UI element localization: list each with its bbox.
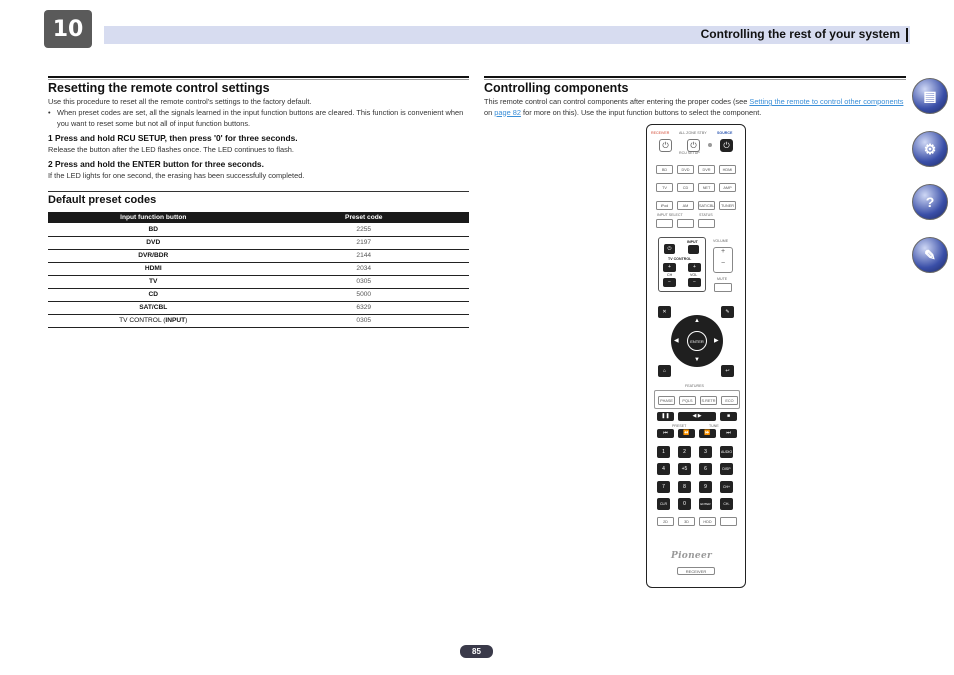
volume-rocker xyxy=(713,247,733,273)
right-text-1: This remote control can control components after entering the proper codes (see xyxy=(484,97,750,106)
ch-down-button: − xyxy=(663,278,676,287)
volume-plus: + xyxy=(721,248,726,255)
help-icon[interactable] xyxy=(912,184,948,220)
num-button: DISP xyxy=(720,463,733,475)
code-cell: 0305 xyxy=(259,314,470,327)
input-left-button xyxy=(656,219,673,228)
tv-input-label: INPUT xyxy=(687,240,698,244)
ch-up-button: + xyxy=(663,263,676,272)
bullet-text: When preset codes are set, all the signals learned in the input function buttons are cleared. This function is convenient when you want to reset some but not all of input function buttons. xyxy=(57,108,464,128)
play-button: ◀ ▶ xyxy=(678,412,716,421)
hdd-button: HDD xyxy=(699,517,716,526)
rcu-setup-label: RCU SETUP xyxy=(679,151,700,155)
num-button: CLR xyxy=(657,498,670,510)
button-cell: HDMI xyxy=(48,262,259,275)
source-label: SOURCE xyxy=(717,131,733,135)
volume-label: VOLUME xyxy=(713,239,729,243)
code-cell: 5000 xyxy=(259,288,470,301)
tools-icon[interactable] xyxy=(912,237,948,273)
num-button: ENTER xyxy=(699,498,712,510)
num-button: 3 xyxy=(699,446,712,458)
satcbl-button: SAT/CBL xyxy=(698,201,715,210)
right-text-3: for more on this). Use the input function buttons to select the component. xyxy=(521,107,762,117)
next-button: ⏭ xyxy=(720,429,737,438)
page-82-link[interactable]: page 82 xyxy=(494,107,521,117)
features-label: FEATURES xyxy=(685,384,704,388)
input-select-label: INPUT SELECT xyxy=(657,213,683,217)
tv-input-button xyxy=(688,245,699,254)
stop-button: ■ xyxy=(720,412,737,421)
num-button: 9 xyxy=(699,481,712,493)
step1-title: 1 Press and hold RCU SETUP, then press '0' for three seconds. xyxy=(48,133,298,143)
book-glyph: ▤ xyxy=(923,88,937,104)
button-cell xyxy=(48,314,259,327)
code-cell: 6329 xyxy=(259,301,470,314)
audio-parameter-button: ✕ xyxy=(658,306,671,318)
ff-button: ⏩ xyxy=(699,429,716,438)
arrow-up-icon: ▲ xyxy=(694,318,700,324)
code-cell: 2144 xyxy=(259,249,470,262)
num-button: 0 xyxy=(678,498,691,510)
phase-button: PHASE xyxy=(658,396,675,405)
num-button: AUDIO xyxy=(720,446,733,458)
defaults-rule xyxy=(48,191,469,192)
num-button: 4 xyxy=(657,463,670,475)
features-box xyxy=(654,390,740,409)
step2-title: 2 Press and hold the ENTER button for three seconds. xyxy=(48,159,264,169)
receiver-power-button xyxy=(659,139,672,152)
help-glyph: ? xyxy=(925,194,935,210)
button-cell: SAT/CBL xyxy=(48,301,259,314)
remote-illustration xyxy=(646,124,746,588)
cursor-pad xyxy=(671,315,723,367)
brand-logo: Pioneer xyxy=(671,551,713,561)
receiver-label: RECEIVER xyxy=(651,131,670,135)
header-tick xyxy=(906,28,908,42)
left-intro: Use this procedure to reset all the remote control's settings to the factory default. xyxy=(48,97,312,106)
prev-button: ⏮ xyxy=(657,429,674,438)
section-title: Controlling the rest of your system xyxy=(700,27,900,41)
status-button xyxy=(698,219,715,228)
num-button: 7 xyxy=(657,481,670,493)
3d-button: 3D xyxy=(678,517,695,526)
table-row xyxy=(48,249,469,262)
return-button: ↩ xyxy=(721,365,734,377)
settings-icon[interactable] xyxy=(912,131,948,167)
code-cell: 2197 xyxy=(259,236,470,249)
code-cell: 0305 xyxy=(259,275,470,288)
button-cell: CD xyxy=(48,288,259,301)
mute-label: MUTE xyxy=(717,277,728,281)
table-row xyxy=(48,275,469,288)
header-bar xyxy=(104,26,910,44)
cd-button: CD xyxy=(677,183,694,192)
table-row xyxy=(48,314,469,327)
enter-button: ENTER xyxy=(687,331,707,351)
code-cell: 2255 xyxy=(259,223,470,236)
tune-label: TUNE xyxy=(709,424,719,428)
tv-control-suffix: ) xyxy=(185,317,188,324)
video-parameter-button: ✎ xyxy=(721,306,734,318)
table-header-row xyxy=(48,212,469,223)
table-row xyxy=(48,223,469,236)
table-row xyxy=(48,262,469,275)
button-cell: DVR/BDR xyxy=(48,249,259,262)
table-row xyxy=(48,301,469,314)
bullet-mark: • xyxy=(48,108,51,117)
led-indicator xyxy=(708,143,712,147)
page-number: 85 xyxy=(460,645,493,658)
tv-control-input: INPUT xyxy=(165,317,186,324)
right-intro xyxy=(484,97,904,118)
vol-label: VOL xyxy=(690,273,698,277)
tuner-button: TUNER xyxy=(719,201,736,210)
receiver-button: RECEIVER xyxy=(677,567,715,575)
right-title: Controlling components xyxy=(484,81,629,95)
chapter-number: 10 xyxy=(44,10,92,48)
defaults-title: Default preset codes xyxy=(48,194,157,206)
left-rule xyxy=(48,76,469,78)
tv-control-prefix: TV CONTROL ( xyxy=(119,317,166,324)
num-button: CH+ xyxy=(720,481,733,493)
vol-up-button: + xyxy=(688,263,701,272)
right-text-2: on xyxy=(484,107,495,117)
table-header-cell: Preset code xyxy=(259,212,470,223)
left-bullet xyxy=(48,108,469,129)
step2-text: If the LED lights for one second, the erasing has been successfully completed. xyxy=(48,171,305,180)
table-row xyxy=(48,236,469,249)
tv-button: TV xyxy=(656,183,673,192)
left-title: Resetting the remote control settings xyxy=(48,81,270,95)
arrow-left-icon: ◀ xyxy=(674,338,679,344)
step1-text: Release the button after the LED flashes once. The LED continues to flash. xyxy=(48,145,294,154)
vol-down-button: − xyxy=(688,278,701,287)
all-zone-label: ALL ZONE STBY xyxy=(679,131,707,135)
volume-minus: − xyxy=(721,260,726,267)
sretr-button: S.RETR xyxy=(700,396,717,405)
num-button: +5 xyxy=(678,463,691,475)
bd-button: BD xyxy=(656,165,673,174)
num-button: 2 xyxy=(678,446,691,458)
num-button: CH- xyxy=(720,498,733,510)
mute-button xyxy=(714,283,732,292)
arrow-right-icon: ▶ xyxy=(714,338,719,344)
num-button: 1 xyxy=(657,446,670,458)
arrow-down-icon: ▼ xyxy=(694,357,700,363)
preset-label: PRESET xyxy=(672,424,687,428)
light-button xyxy=(720,517,737,526)
num-button: 8 xyxy=(678,481,691,493)
tv-control-label: TV CONTROL xyxy=(668,257,692,261)
button-cell: BD xyxy=(48,223,259,236)
dvd-button: DVD xyxy=(677,165,694,174)
pause-button: ❚❚ xyxy=(657,412,674,421)
preset-table xyxy=(48,212,469,328)
ipod-button: iPod xyxy=(656,201,673,210)
code-cell: 2034 xyxy=(259,262,470,275)
input-right-button xyxy=(677,219,694,228)
setting-remote-link[interactable]: Setting the remote to control other components xyxy=(749,97,904,106)
button-cell: DVD xyxy=(48,236,259,249)
status-label: STATUS xyxy=(699,213,713,217)
tv-control-box xyxy=(658,237,706,292)
tv-power-button: ⏻ xyxy=(664,244,675,254)
am-button: AM xyxy=(677,201,694,210)
table-header-cell: Input function button xyxy=(48,212,259,223)
home-menu-button: ⌂ xyxy=(658,365,671,377)
tools-glyph: ✎ xyxy=(924,247,936,263)
left-rule-thin xyxy=(48,79,469,80)
settings-glyph: ⚙ xyxy=(923,141,937,157)
2d-button: 2D xyxy=(657,517,674,526)
net-button: NET xyxy=(698,183,715,192)
right-rule xyxy=(484,76,906,78)
source-power-button xyxy=(720,139,733,152)
right-rule-thin xyxy=(484,79,906,80)
book-icon[interactable] xyxy=(912,78,948,114)
eco-button: ECO xyxy=(721,396,738,405)
rew-button: ⏪ xyxy=(678,429,695,438)
pqls-button: PQLS xyxy=(679,396,696,405)
num-button: 6 xyxy=(699,463,712,475)
ch-label: CH xyxy=(667,273,673,277)
amp-button: AMP xyxy=(719,183,736,192)
table-row xyxy=(48,288,469,301)
dvr-button: DVR xyxy=(698,165,715,174)
button-cell: TV xyxy=(48,275,259,288)
hdmi-button: HDMI xyxy=(719,165,736,174)
